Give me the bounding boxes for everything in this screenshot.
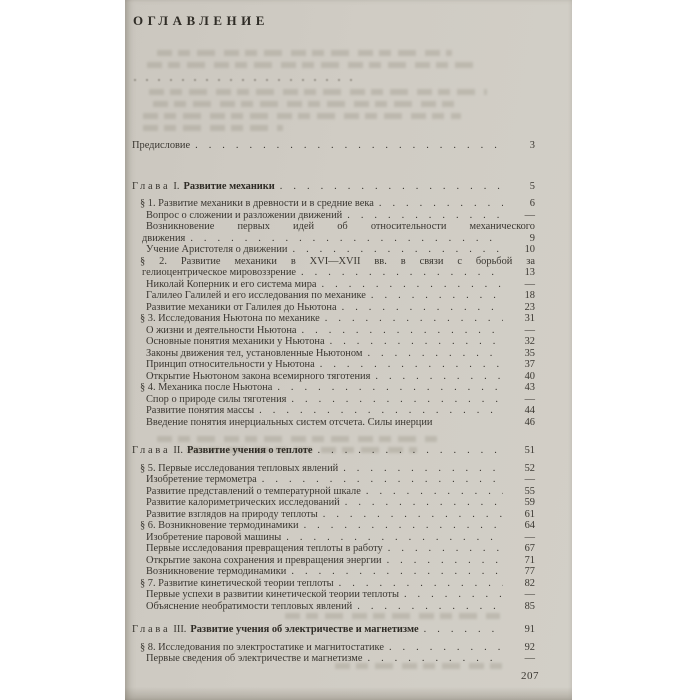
toc-entry <box>132 601 535 613</box>
toc-items <box>132 463 535 613</box>
toc-items <box>132 642 535 665</box>
dot-leader <box>342 302 503 314</box>
chapter-title: Развитие учения о теплоте <box>186 445 313 456</box>
toc-entry <box>132 405 535 417</box>
folio-number: 207 <box>521 669 539 682</box>
toc-entry-text: § 4. Механика после Ньютона <box>140 382 273 393</box>
toc-entry-text: Возникновение первых идей об относительности механического <box>146 221 535 232</box>
dot-leader <box>291 566 503 578</box>
page-number: 6 <box>529 198 535 209</box>
toc-chapter-text <box>132 181 275 193</box>
toc-entry <box>132 642 535 654</box>
toc-entry <box>132 256 535 268</box>
dot-leader <box>379 198 503 210</box>
chapter-word: Глава <box>132 180 171 192</box>
toc-entry-text: Развитие представлений о температурной шкале <box>146 485 361 497</box>
dot-leader <box>357 601 503 613</box>
toc-chapter-heading <box>132 624 535 636</box>
dot-leader <box>367 348 503 360</box>
toc-entry-text: § 3. Исследования Ньютона по механике <box>140 313 320 324</box>
dot-leader <box>301 267 503 279</box>
toc-entry-text: Изобретение паровой машины <box>146 531 282 543</box>
dot-leader <box>292 244 503 256</box>
toc-entry-text: Николай Коперник и его система мира <box>146 278 317 290</box>
toc-entry-text: Спор о природе силы тяготения <box>146 393 287 405</box>
toc-entry <box>132 543 535 555</box>
toc-entry-text: Основные понятия механики у Ньютона <box>146 336 325 347</box>
page-number: 37 <box>524 359 535 370</box>
page-number: 18 <box>524 290 535 301</box>
page-number: 55 <box>524 485 535 497</box>
dot-leader <box>259 405 503 417</box>
page-number: 59 <box>524 497 535 508</box>
dot-leader <box>286 532 503 544</box>
toc-entry-text: Возникновение термодинамики <box>146 566 287 577</box>
page-number: 10 <box>524 244 535 255</box>
page-title: ОГЛАВЛЕНИЕ <box>133 13 269 28</box>
toc-entry <box>132 555 535 567</box>
toc-items <box>132 198 535 428</box>
page-number: — <box>524 474 535 485</box>
toc-entry <box>132 463 535 475</box>
toc-entry <box>132 394 535 406</box>
page-number: — <box>524 393 535 405</box>
toc-entry <box>132 210 535 222</box>
toc-entry <box>132 336 535 348</box>
toc-entry-text: § 8. Исследования по электростатике и магнитостатике <box>140 641 384 653</box>
toc-entry <box>132 313 535 325</box>
toc-entry-text: Первые успехи в развитии кинетической теории теплоты <box>146 589 399 600</box>
toc-entry <box>132 267 535 279</box>
dot-leader <box>375 371 503 383</box>
toc-entry <box>132 417 535 429</box>
toc-entry-text: Открытие Ньютоном закона всемирного тяготения <box>146 370 371 382</box>
page-number: 13 <box>524 267 535 278</box>
page-number: — <box>524 589 535 600</box>
page-number: 3 <box>529 140 535 151</box>
toc-entry-text: Открытие закона сохранения и превращения энергии <box>146 554 382 566</box>
toc-entry-text: Предисловие <box>132 140 191 151</box>
toc-entry-text: § 7. Развитие кинетической теории теплоты <box>140 577 334 589</box>
dot-leader <box>339 578 503 590</box>
toc-chapter-heading <box>132 181 535 193</box>
chapter-word: Глава <box>132 624 171 635</box>
toc-entry <box>132 359 535 371</box>
page-number: 44 <box>524 405 535 416</box>
toc-entry <box>132 290 535 302</box>
toc-chapters <box>132 181 535 665</box>
dot-leader <box>323 509 503 521</box>
dot-leader <box>322 279 503 291</box>
toc-entry <box>132 653 535 665</box>
toc-entry-text: Развитие понятия массы <box>146 405 255 416</box>
toc-entry <box>132 532 535 544</box>
dot-leader <box>389 642 503 654</box>
toc-entry-text: Развитие калориметрических исследований <box>146 497 340 508</box>
toc-entry <box>132 233 535 245</box>
page-number: — <box>524 531 535 543</box>
chapter-numeral: I. <box>173 180 180 192</box>
dot-leader <box>318 445 503 457</box>
book-page <box>125 0 572 700</box>
dot-leader <box>367 653 503 665</box>
page-number: 67 <box>524 543 535 554</box>
dot-leader <box>262 474 503 486</box>
dot-leader <box>291 394 503 406</box>
page-number: 91 <box>524 624 535 635</box>
toc-entry <box>132 279 535 291</box>
toc-entry <box>132 578 535 590</box>
toc-entry-text: § 1. Развитие механики в древности и в средние века <box>140 198 374 209</box>
folio-row <box>132 669 539 682</box>
toc-entry-text: Первые сведения об электричестве и магнетизме <box>146 653 363 664</box>
toc-entry <box>132 589 535 601</box>
toc-entry <box>132 509 535 521</box>
dot-leader <box>304 520 503 532</box>
page-number: 40 <box>524 370 535 382</box>
page-number: 32 <box>524 336 535 347</box>
chapter-word: Глава <box>132 445 171 456</box>
page-number: 51 <box>524 445 535 456</box>
dot-leader <box>190 233 503 245</box>
toc-entry-text: § 5. Первые исследования тепловых явлений <box>140 462 339 474</box>
dot-leader <box>330 336 503 348</box>
page-number: 85 <box>524 600 535 612</box>
toc-entry <box>132 520 535 532</box>
toc-entry-preface <box>132 140 535 152</box>
toc-entry-text: Принцип относительности у Ньютона <box>146 359 315 370</box>
page-number: 46 <box>524 416 535 428</box>
toc-entry <box>132 474 535 486</box>
dot-leader <box>325 313 503 325</box>
toc-entry-text: гелиоцентрическое мировоззрение <box>142 267 297 278</box>
toc-entry-text: Галилео Галилей и его исследования по механике <box>146 290 366 301</box>
dot-leader <box>320 359 503 371</box>
dot-leader <box>280 181 503 193</box>
chapter-numeral: II. <box>173 445 183 456</box>
dot-leader <box>366 486 503 498</box>
page-number: — <box>524 324 535 336</box>
toc-entry-text: Введение понятия инерциальных систем отсчета. Силы инерции <box>146 416 433 428</box>
page-number: 52 <box>524 462 535 474</box>
toc-entry-text: Развитие механики от Галилея до Ньютона <box>146 301 337 313</box>
dot-leader <box>388 543 503 555</box>
page-number: 77 <box>524 566 535 577</box>
toc-entry <box>132 348 535 360</box>
page-number: 64 <box>524 520 535 531</box>
toc-entry <box>132 566 535 578</box>
page-number: 82 <box>524 577 535 589</box>
toc-entry-text: Изобретение термометра <box>146 474 257 485</box>
toc-chapter <box>132 181 535 429</box>
page-number: 31 <box>524 313 535 324</box>
toc-entry <box>132 486 535 498</box>
dot-leader <box>424 624 503 636</box>
dot-leader <box>302 325 503 337</box>
toc-entry-text: § 2. Развитие механики в XVI—XVII вв. в связи с борьбой за <box>140 255 535 267</box>
page-number: 23 <box>524 301 535 313</box>
toc-entry-text: Вопрос о сложении и разложении движений <box>146 209 343 221</box>
page-number: 9 <box>529 232 535 244</box>
page-number: 92 <box>524 641 535 653</box>
toc-entry <box>132 221 535 233</box>
page-number: 5 <box>529 180 535 192</box>
toc-chapter-text <box>132 624 419 636</box>
toc-entry-text: Первые исследования превращения теплоты в работу <box>146 543 383 554</box>
toc-chapter-heading <box>132 445 535 457</box>
toc-entry <box>132 371 535 383</box>
page-number: 61 <box>524 508 535 520</box>
dot-leader <box>277 382 503 394</box>
dot-leader <box>387 555 503 567</box>
dot-leader <box>343 463 503 475</box>
chapter-title: Развитие механики <box>183 180 275 192</box>
toc-entry <box>132 302 535 314</box>
dot-leader <box>371 290 503 302</box>
toc-entry-text: Объяснение необратимости тепловых явлений <box>146 600 353 612</box>
dot-leader <box>345 497 503 509</box>
toc-entry-text: Развитие взглядов на природу теплоты <box>146 508 318 520</box>
toc-chapter <box>132 445 535 612</box>
toc-entry <box>132 497 535 509</box>
page-number: 71 <box>524 554 535 566</box>
toc-entry <box>132 198 535 210</box>
toc-chapter <box>132 624 535 665</box>
page-number: — <box>524 278 535 290</box>
dot-leader <box>195 140 503 152</box>
toc-entry <box>132 244 535 256</box>
toc-entry-text: О жизни и деятельности Ньютона <box>146 324 297 336</box>
toc-entry-text: Законы движения тел, установленные Ньютоном <box>146 347 363 359</box>
toc-content <box>125 0 572 682</box>
toc-entry <box>132 325 535 337</box>
toc-entry-text: Учение Аристотеля о движении <box>146 244 288 255</box>
page-number: 35 <box>524 347 535 359</box>
page-number: 43 <box>524 382 535 393</box>
page-number: — <box>524 653 535 664</box>
toc-chapter-text <box>132 445 313 457</box>
toc-entry <box>132 382 535 394</box>
dot-leader <box>347 210 503 222</box>
toc-entry-text: § 6. Возникновение термодинамики <box>140 520 299 531</box>
dot-leader <box>404 589 503 601</box>
page-number: — <box>524 209 535 221</box>
toc-entry-text: движения <box>142 232 186 244</box>
page-bottom-edge <box>125 687 572 700</box>
chapter-numeral: III. <box>173 624 187 635</box>
chapter-title: Развитие учения об электричестве и магнетизме <box>190 624 419 635</box>
